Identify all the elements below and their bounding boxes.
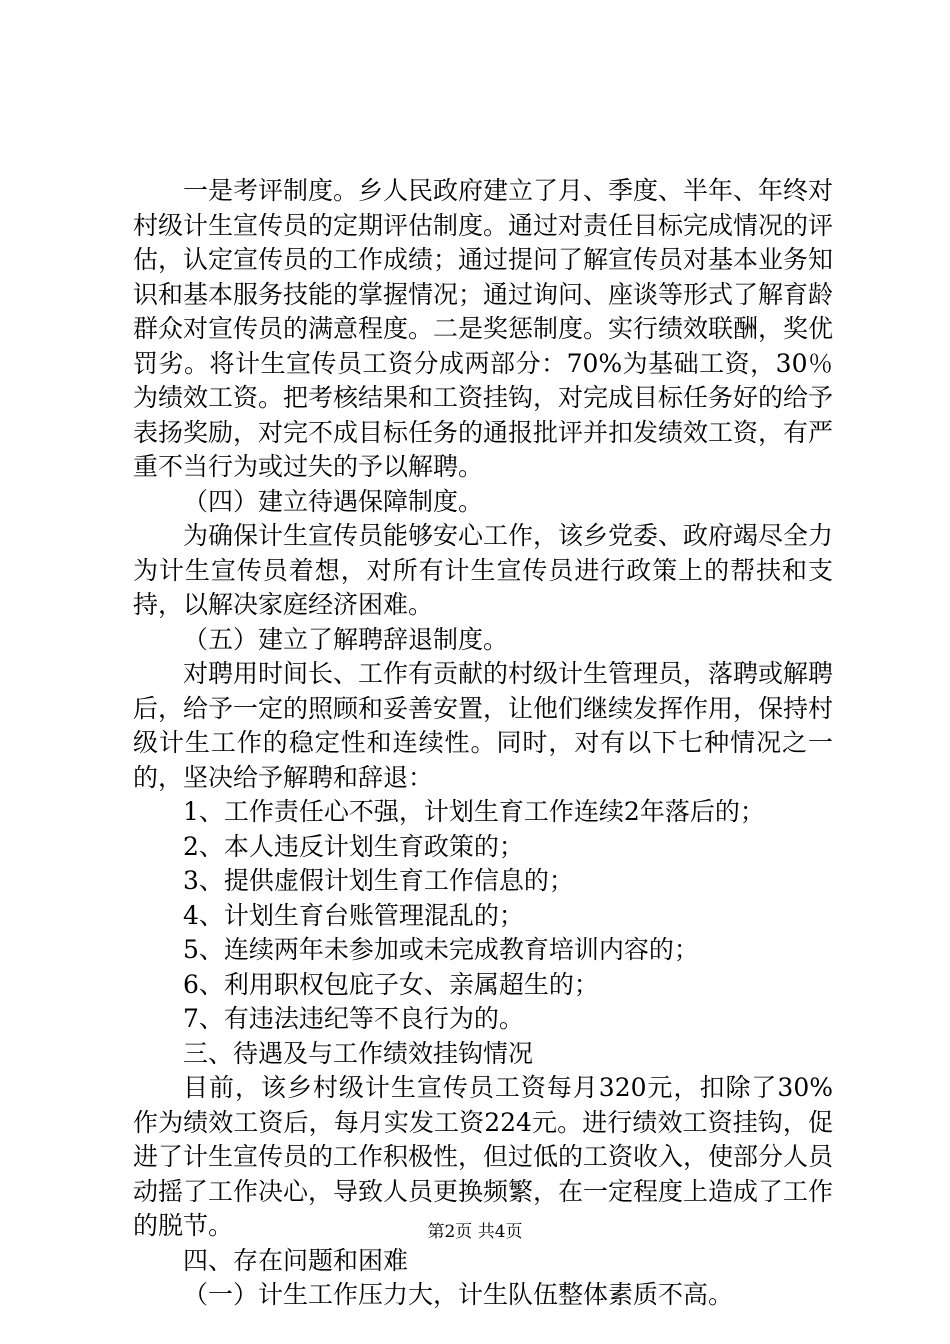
paragraph-evaluation-system: 一是考评制度。乡人民政府建立了月、季度、半年、年终对村级计生宣传员的定期评估制度。通过对责任目标完成情况的评估，认定宣传员的工作成绩；通过提问了解宣传员对基本业务知识和基本服务技能的掌握情况；通过询问、座谈等形式了解育龄群众对宣传员的满意程度。二是奖惩制度。实行绩效联酬，奖优罚劣。将计生宣传员工资分成两部分：70%为基础工资，30％为绩效工资。把考核结果和工资挂钩，对完成目标任务好的给予表扬奖励，对完不成目标任务的通报批评并扣发绩效工资，有严重不当行为或过失的予以解聘。	[133, 176, 834, 481]
list-item-4: 4、计划生育台账管理混乱的；	[183, 900, 524, 930]
heading-problem-one: （一）计生工作压力大，计生队伍整体素质不高。	[183, 1280, 734, 1309]
heading-dismissal-system: （五）建立了解聘辞退制度。	[183, 624, 509, 654]
list-item-1: 1、工作责任心不强，计划生育工作连续2年落后的；	[183, 797, 765, 826]
page-number-footer: 第2页 共4页	[427, 1222, 523, 1242]
heading-benefits-guarantee: （四）建立待遇保障制度。	[183, 486, 484, 516]
list-item-7: 7、有违法违纪等不良行为的。	[183, 1004, 524, 1033]
heading-section-four: 四、存在问题和困难	[183, 1245, 409, 1275]
heading-section-three: 三、待遇及与工作绩效挂钩情况	[183, 1038, 534, 1068]
paragraph-salary-status: 目前，该乡村级计生宣传员工资每月320元，扣除了30%作为绩效工资后，每月实发工资224元。进行绩效工资挂钩，促进了计生宣传员的工作积极性，但过低的工资收入，使部分人员动摇了工作决心，导致人员更换频繁，在一定程度上造成了工作的脱节。	[133, 1073, 834, 1240]
list-item-2: 2、本人违反计划生育政策的；	[183, 831, 524, 861]
list-item-6: 6、利用职权包庇子女、亲属超生的；	[183, 969, 599, 999]
list-item-3: 3、提供虚假计划生育工作信息的；	[183, 866, 574, 895]
paragraph-dismissal-system: 对聘用时间长、工作有贡献的村级计生管理员，落聘或解聘后，给予一定的照顾和妥善安置，让他们继续发挥作用，保持村级计生工作的稳定性和连续性。同时，对有以下七种情况之一的，坚决给予解聘和辞退：	[133, 659, 834, 792]
paragraph-benefits-guarantee: 为确保计生宣传员能够安心工作，该乡党委、政府竭尽全力为计生宣传员着想，对所有计生宣传员进行政策上的帮扶和支持，以解决家庭经济困难。	[133, 521, 834, 619]
list-item-5: 5、连续两年未参加或未完成教育培训内容的；	[183, 935, 699, 964]
document-body	[133, 174, 833, 1313]
